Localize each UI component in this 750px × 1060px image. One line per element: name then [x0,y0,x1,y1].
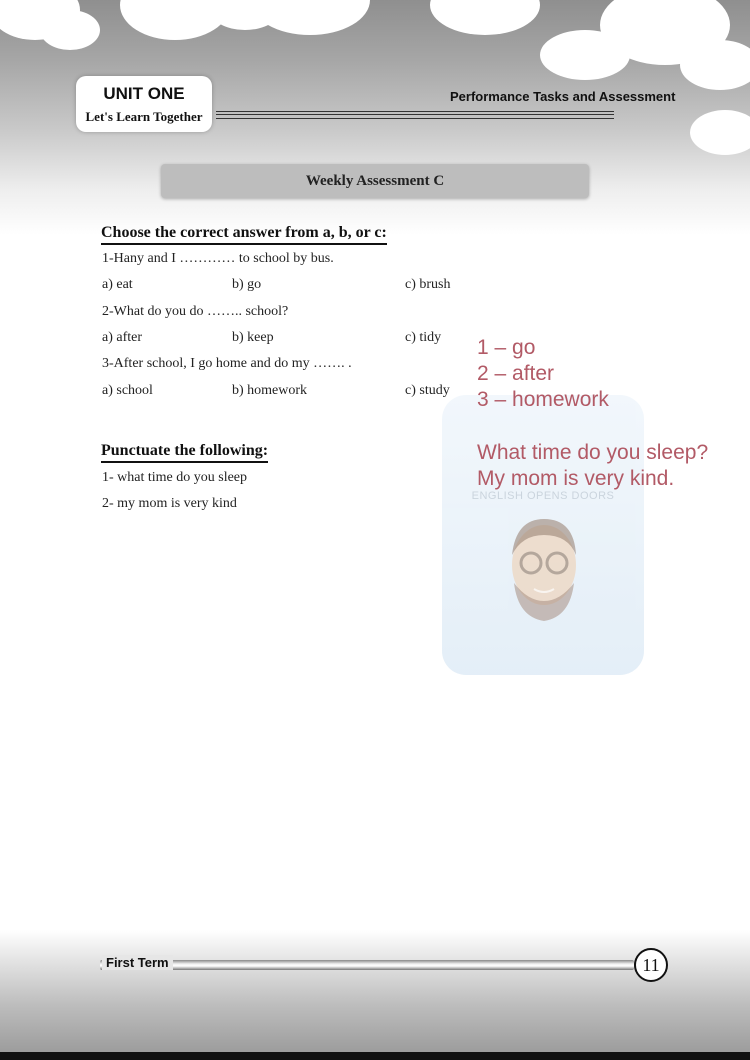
cloud-decoration [430,0,540,35]
header-divider [216,111,614,119]
unit-badge [76,76,212,132]
option-b: b) go [232,277,262,292]
performance-title: Performance Tasks and Assessment [450,89,676,104]
option-a: a) after [102,330,143,345]
term-label: First Term [102,955,173,970]
punctuate-item: 1- what time do you sleep [102,470,248,485]
option-a: a) eat [102,277,133,292]
page-number: 11 [634,948,668,982]
answer-line: What time do you sleep? [477,441,709,464]
teacher-watermark [442,395,644,675]
unit-title: UNIT ONE [103,84,185,103]
cloud-decoration [40,10,100,50]
choose-heading: Choose the correct answer from a, b, or c: [101,224,387,245]
option-a: a) school [102,383,153,398]
question-stem: 2-What do you do …….. school? [102,304,289,319]
cloud-decoration [690,110,750,155]
option-c: c) study [405,383,450,398]
answer-line: 2 – after [477,362,555,385]
answer-line: 1 – go [477,336,536,359]
bottom-edge-bar [0,1052,750,1060]
unit-subtitle: Let's Learn Together [85,109,203,124]
teacher-avatar-icon [498,505,590,635]
answer-line: My mom is very kind. [477,467,675,490]
footer-background [0,930,750,1060]
option-c: c) tidy [405,330,442,345]
assessment-banner: Weekly Assessment C [161,164,589,198]
option-b: b) homework [232,383,308,398]
punctuate-heading: Punctuate the following: [101,442,268,463]
option-b: b) keep [232,330,274,345]
cloud-decoration [680,40,750,90]
footer-divider [100,960,634,970]
question-stem: 3-After school, I go home and do my ……. . [102,356,352,371]
option-c: c) brush [405,277,451,292]
answer-line: 3 – homework [477,388,609,411]
watermark-slogan: ENGLISH OPENS DOORS [471,490,615,502]
punctuate-item: 2- my mom is very kind [102,496,237,511]
cloud-decoration [250,0,370,35]
question-stem: 1-Hany and I ………… to school by bus. [102,251,334,266]
